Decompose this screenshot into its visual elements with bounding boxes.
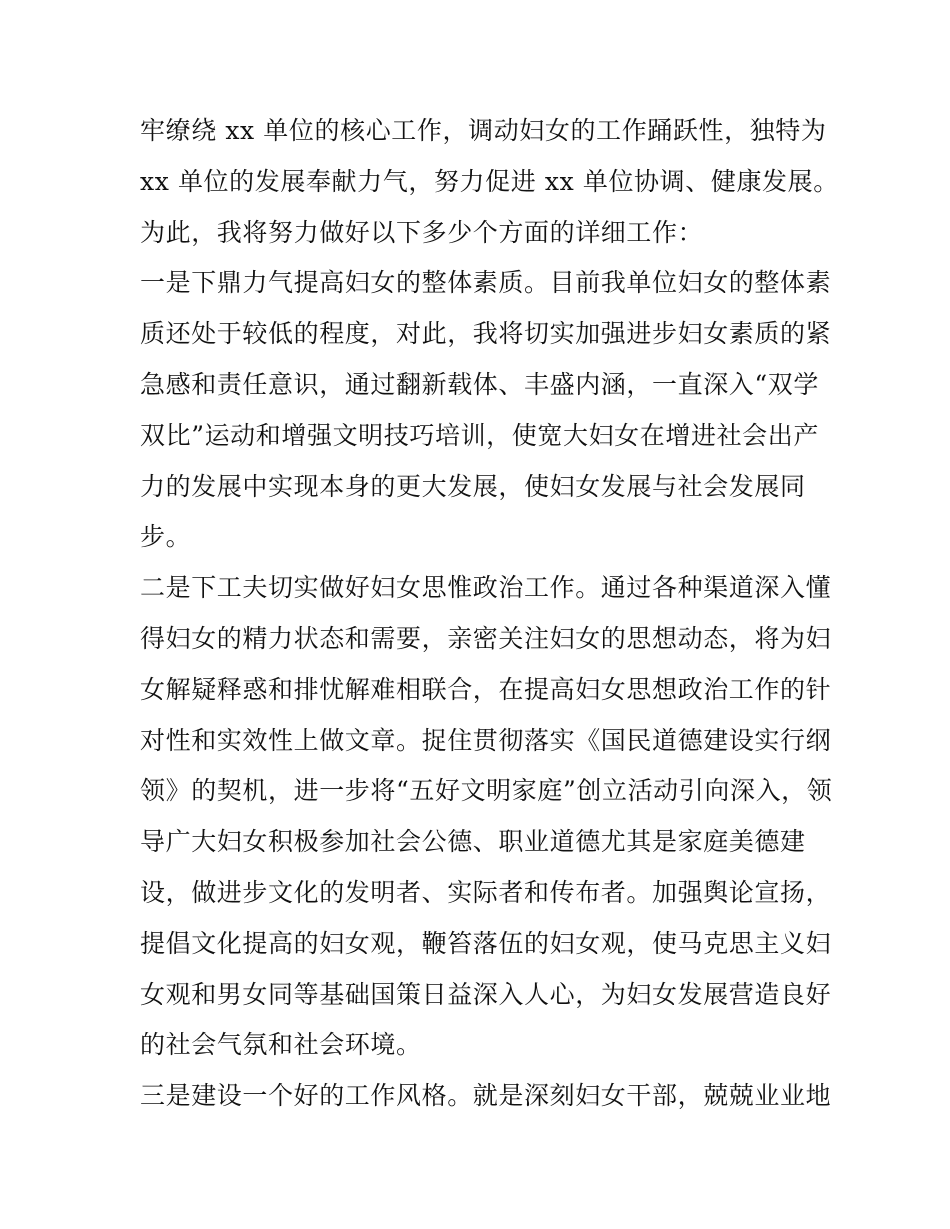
text-line: 对性和实效性上做文章。捉住贯彻落实《国民道德建设实行纲 — [140, 725, 832, 755]
text-line: 女解疑释惑和排忧解难相联合，在提高妇女思想政治工作的针 — [140, 674, 832, 704]
text-line: 力的发展中实现本身的更大发展，使妇女发展与社会发展同 — [140, 471, 806, 501]
text-line: 牢缭绕 xx 单位的核心工作，调动妇女的工作踊跃性，独特为 — [140, 116, 827, 145]
text-line: 一是下鼎力气提高妇女的整体素质。目前我单位妇女的整体素 — [140, 268, 832, 298]
text-line: 提倡文化提高的妇女观，鞭笞落伍的妇女观，使马克思主义妇 — [140, 928, 832, 958]
text-line: 急感和责任意识，通过翻新载体、丰盛内涵，一直深入“双学 — [140, 369, 819, 399]
text-line: xx 单位的发展奉献力气，努力促进 xx 单位协调、健康发展。 — [140, 166, 839, 196]
text-line: 得妇女的精力状态和需要，亲密关注妇女的思想动态，将为妇 — [140, 623, 832, 653]
text-line: 双比”运动和增强文明技巧培训，使宽大妇女在增进社会出产 — [140, 420, 819, 450]
text-line: 领》的契机，进一步将“五好文明家庭”创立活动引向深入，领 — [140, 776, 833, 806]
text-line: 的社会气氛和社会环境。 — [140, 1030, 422, 1060]
text-line: 为此，我将努力做好以下多少个方面的详细工作： — [140, 217, 704, 247]
text-line: 三是建设一个好的工作风格。就是深刻妇女干部，兢兢业业地 — [140, 1081, 832, 1111]
document-body — [140, 106, 839, 1122]
text-line: 设，做进步文化的发明者、实际者和传布者。加强舆论宣扬， — [140, 877, 832, 907]
text-line: 步。 — [140, 522, 192, 552]
text-line: 导广大妇女积极参加社会公德、职业道德尤其是家庭美德建 — [140, 827, 806, 857]
text-line: 女观和男女同等基础国策日益深入人心，为妇女发展营造良好 — [140, 979, 832, 1009]
text-line: 二是下工夫切实做好妇女思惟政治工作。通过各种渠道深入懂 — [140, 573, 832, 603]
text-line: 质还处于较低的程度，对此，我将切实加强进步妇女素质的紧 — [140, 319, 832, 349]
